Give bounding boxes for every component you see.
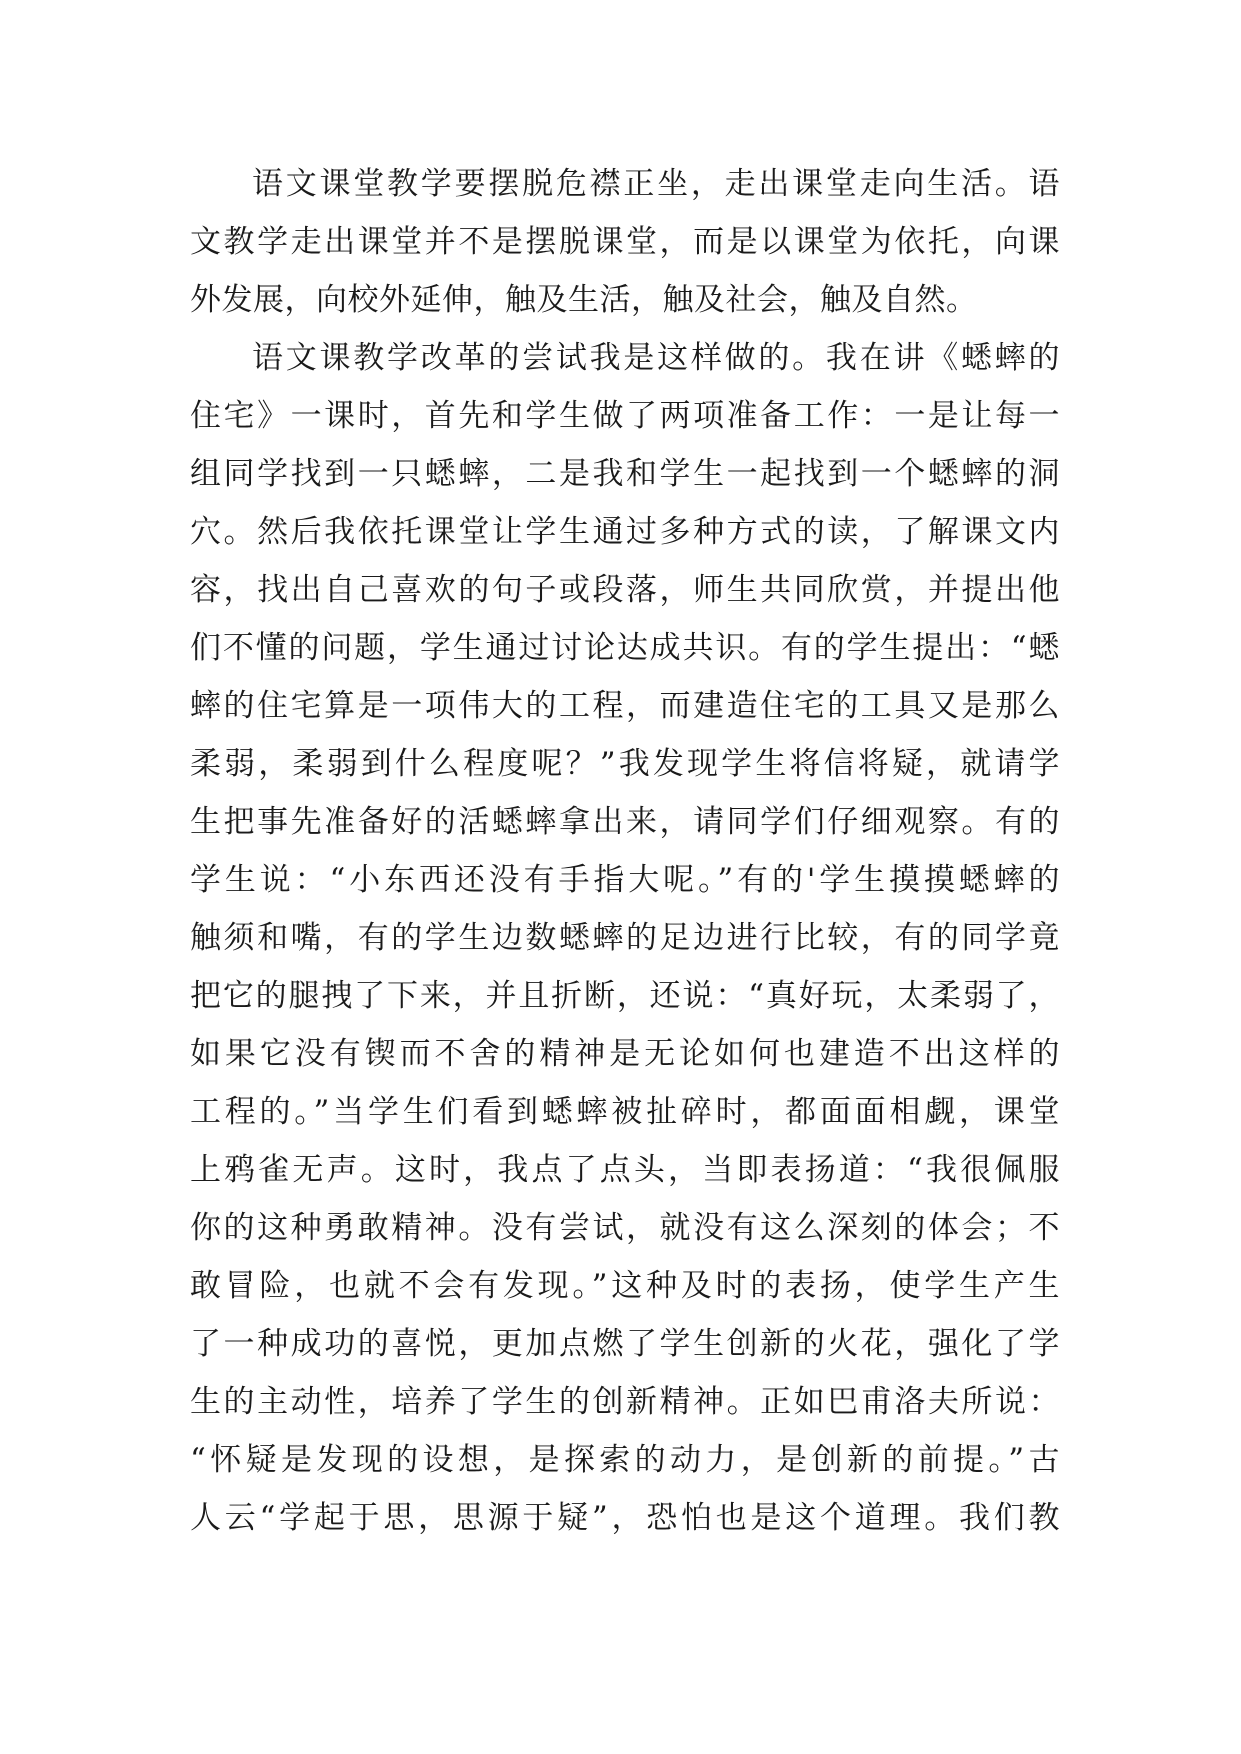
text-line: 穴。然后我依托课堂让学生通过多种方式的读，了解课文内 (190, 514, 1060, 550)
text-line: 如果它没有锲而不舍的精神是无论如何也建造不出这样的 (190, 1036, 1060, 1072)
text-line: 语文课堂教学要摆脱危襟正坐，走出课堂走向生活。语 (252, 166, 1060, 202)
text-line: 生把事先准备好的活蟋蟀拿出来，请同学们仔细观察。有的 (190, 804, 1060, 840)
text-line: 工程的。”当学生们看到蟋蟀被扯碎时，都面面相觑，课堂 (190, 1094, 1060, 1130)
text-line: 外发展，向校外延伸，触及生活，触及社会，触及自然。 (190, 282, 978, 318)
text-line: 语文课教学改革的尝试我是这样做的。我在讲《蟋蟀的 (252, 340, 1060, 376)
text-line: 上鸦雀无声。这时，我点了点头，当即表扬道：“我很佩服 (190, 1152, 1060, 1188)
text-line: 了一种成功的喜悦，更加点燃了学生创新的火花，强化了学 (190, 1326, 1060, 1362)
text-line: 住宅》一课时，首先和学生做了两项准备工作：一是让每一 (190, 398, 1060, 434)
text-line: 触须和嘴，有的学生边数蟋蟀的足边进行比较，有的同学竟 (190, 920, 1060, 956)
body-text (190, 155, 1060, 1547)
text-line: 们不懂的问题，学生通过讨论达成共识。有的学生提出：“蟋 (190, 630, 1060, 666)
text-line: 容，找出自己喜欢的句子或段落，师生共同欣赏，并提出他 (190, 572, 1060, 608)
text-line: 组同学找到一只蟋蟀，二是我和学生一起找到一个蟋蟀的洞 (190, 456, 1060, 492)
text-line: “怀疑是发现的设想，是探索的动力，是创新的前提。”古 (190, 1442, 1060, 1478)
text-line: 你的这种勇敢精神。没有尝试，就没有这么深刻的体会；不 (190, 1210, 1060, 1246)
text-line: 敢冒险，也就不会有发现。”这种及时的表扬，使学生产生 (190, 1268, 1060, 1304)
text-line: 文教学走出课堂并不是摆脱课堂，而是以课堂为依托，向课 (190, 224, 1060, 260)
text-line: 人云“学起于思，思源于疑”，恐怕也是这个道理。我们教 (190, 1500, 1060, 1536)
text-line: 蟀的住宅算是一项伟大的工程，而建造住宅的工具又是那么 (190, 688, 1060, 724)
text-line: 生的主动性，培养了学生的创新精神。正如巴甫洛夫所说： (190, 1384, 1060, 1420)
text-line: 学生说：“小东西还没有手指大呢。”有的'学生摸摸蟋蟀的 (190, 862, 1060, 898)
text-line: 柔弱，柔弱到什么程度呢？”我发现学生将信将疑，就请学 (190, 746, 1060, 782)
text-line: 把它的腿拽了下来，并且折断，还说：“真好玩，太柔弱了， (190, 978, 1060, 1014)
